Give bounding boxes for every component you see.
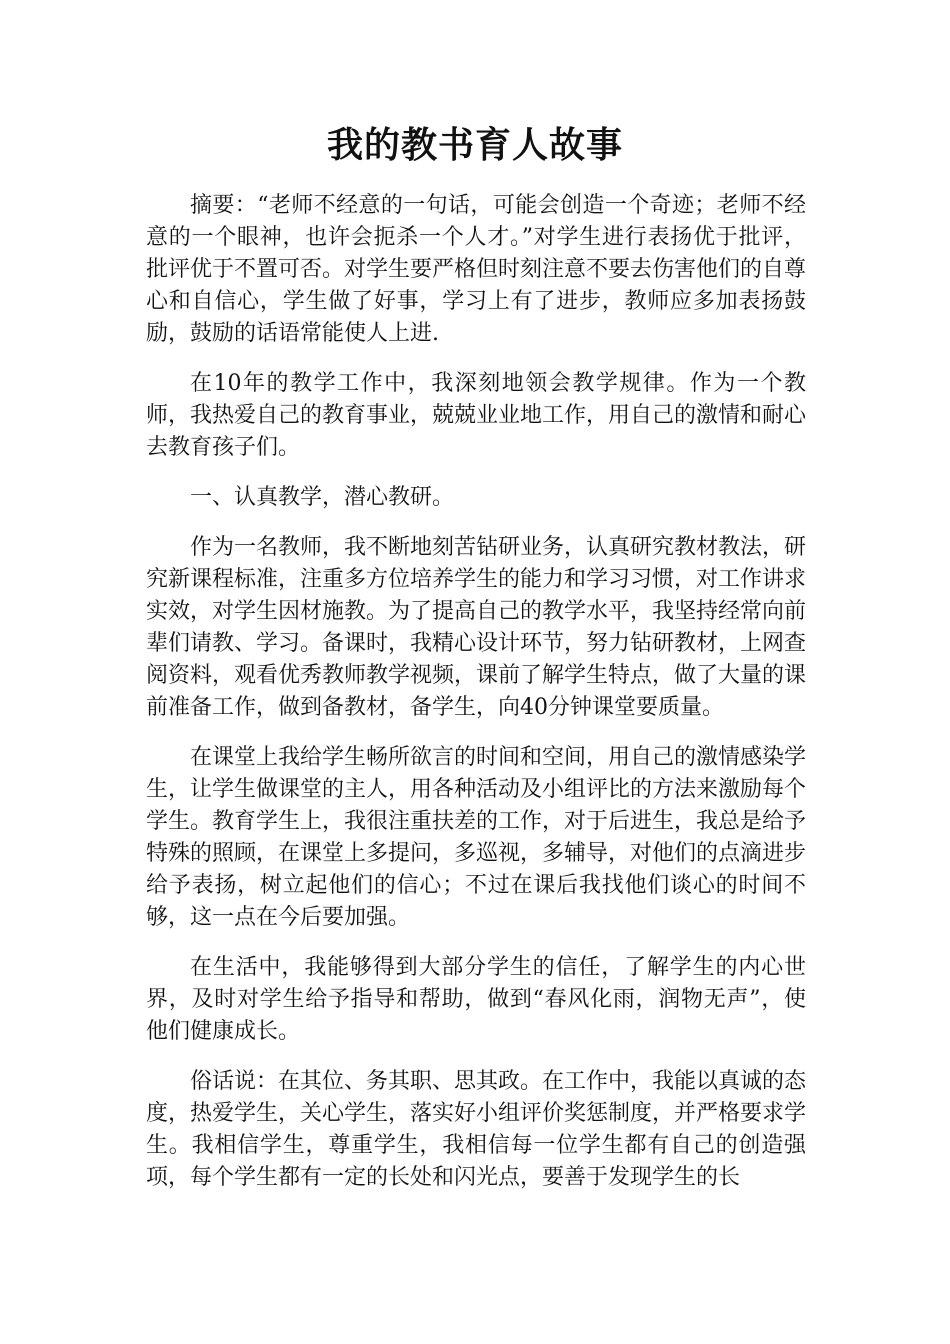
paragraph-teaching-preparation: 作为一名教师，我不断地刻苦钻研业务，认真研究教材教法，研究新课程标准，注重多方位培养学生的能力和学习习惯，对工作讲求实效，对学生因材施教。为了提高自己的教学水平，我坚持经常向前辈们请教、学习。备课时，我精心设计环节，努力钻研教材，上网查阅资料，观看优秀教师教学视频，课前了解学生特点，做了大量的课前准备工作，做到备教材，备学生，向40分钟课堂要质量。 [146, 535, 807, 720]
section-heading-teaching-research: 一、认真教学，潜心教研。 [190, 485, 455, 510]
paragraph-intro: 在10年的教学工作中，我深刻地领会教学规律。作为一个教师，我热爱自己的教育事业，兢兢业业地工作，用自己的激情和耐心去教育孩子们。 [146, 371, 807, 460]
paragraph-classroom: 在课堂上我给学生畅所欲言的时间和空间，用自己的激情感染学生，让学生做课堂的主人，用各种活动及小组评比的方法来激励每个学生。教育学生上，我很注重扶差的工作，对于后进生，我总是给予特殊的照顾，在课堂上多提问，多巡视，多辅导，对他们的点滴进步给予表扬，树立起他们的信心；不过在课后我找他们谈心的时间不够，这一点在今后要加强。 [146, 745, 807, 930]
paragraph-life-guidance: 在生活中，我能够得到大部分学生的信任，了解学生的内心世界，及时对学生给予指导和帮助，做到“春风化雨，润物无声”，使他们健康成长。 [146, 955, 806, 1044]
paragraph-abstract: 摘要：“老师不经意的一句话，可能会创造一个奇迹；老师不经意的一个眼神，也许会扼杀一个人才。”对学生进行表扬优于批评，批评优于不置可否。对学生要严格但时刻注意不要去伤害他们的自尊心和自信心，学生做了好事，学习上有了进步，教师应多加表扬鼓励，鼓励的话语常能使人上进. [146, 193, 807, 346]
document-body [146, 190, 806, 1212]
paragraph-work-attitude: 俗话说：在其位、务其职、思其政。在工作中，我能以真诚的态度，热爱学生，关心学生，落实好小组评价奖惩制度，并严格要求学生。我相信学生，尊重学生，我相信每一位学生都有自己的创造强项，每个学生都有一定的长处和闪光点，要善于发现学生的长 [146, 1069, 807, 1190]
document-title: 我的教书育人故事 [326, 124, 623, 166]
